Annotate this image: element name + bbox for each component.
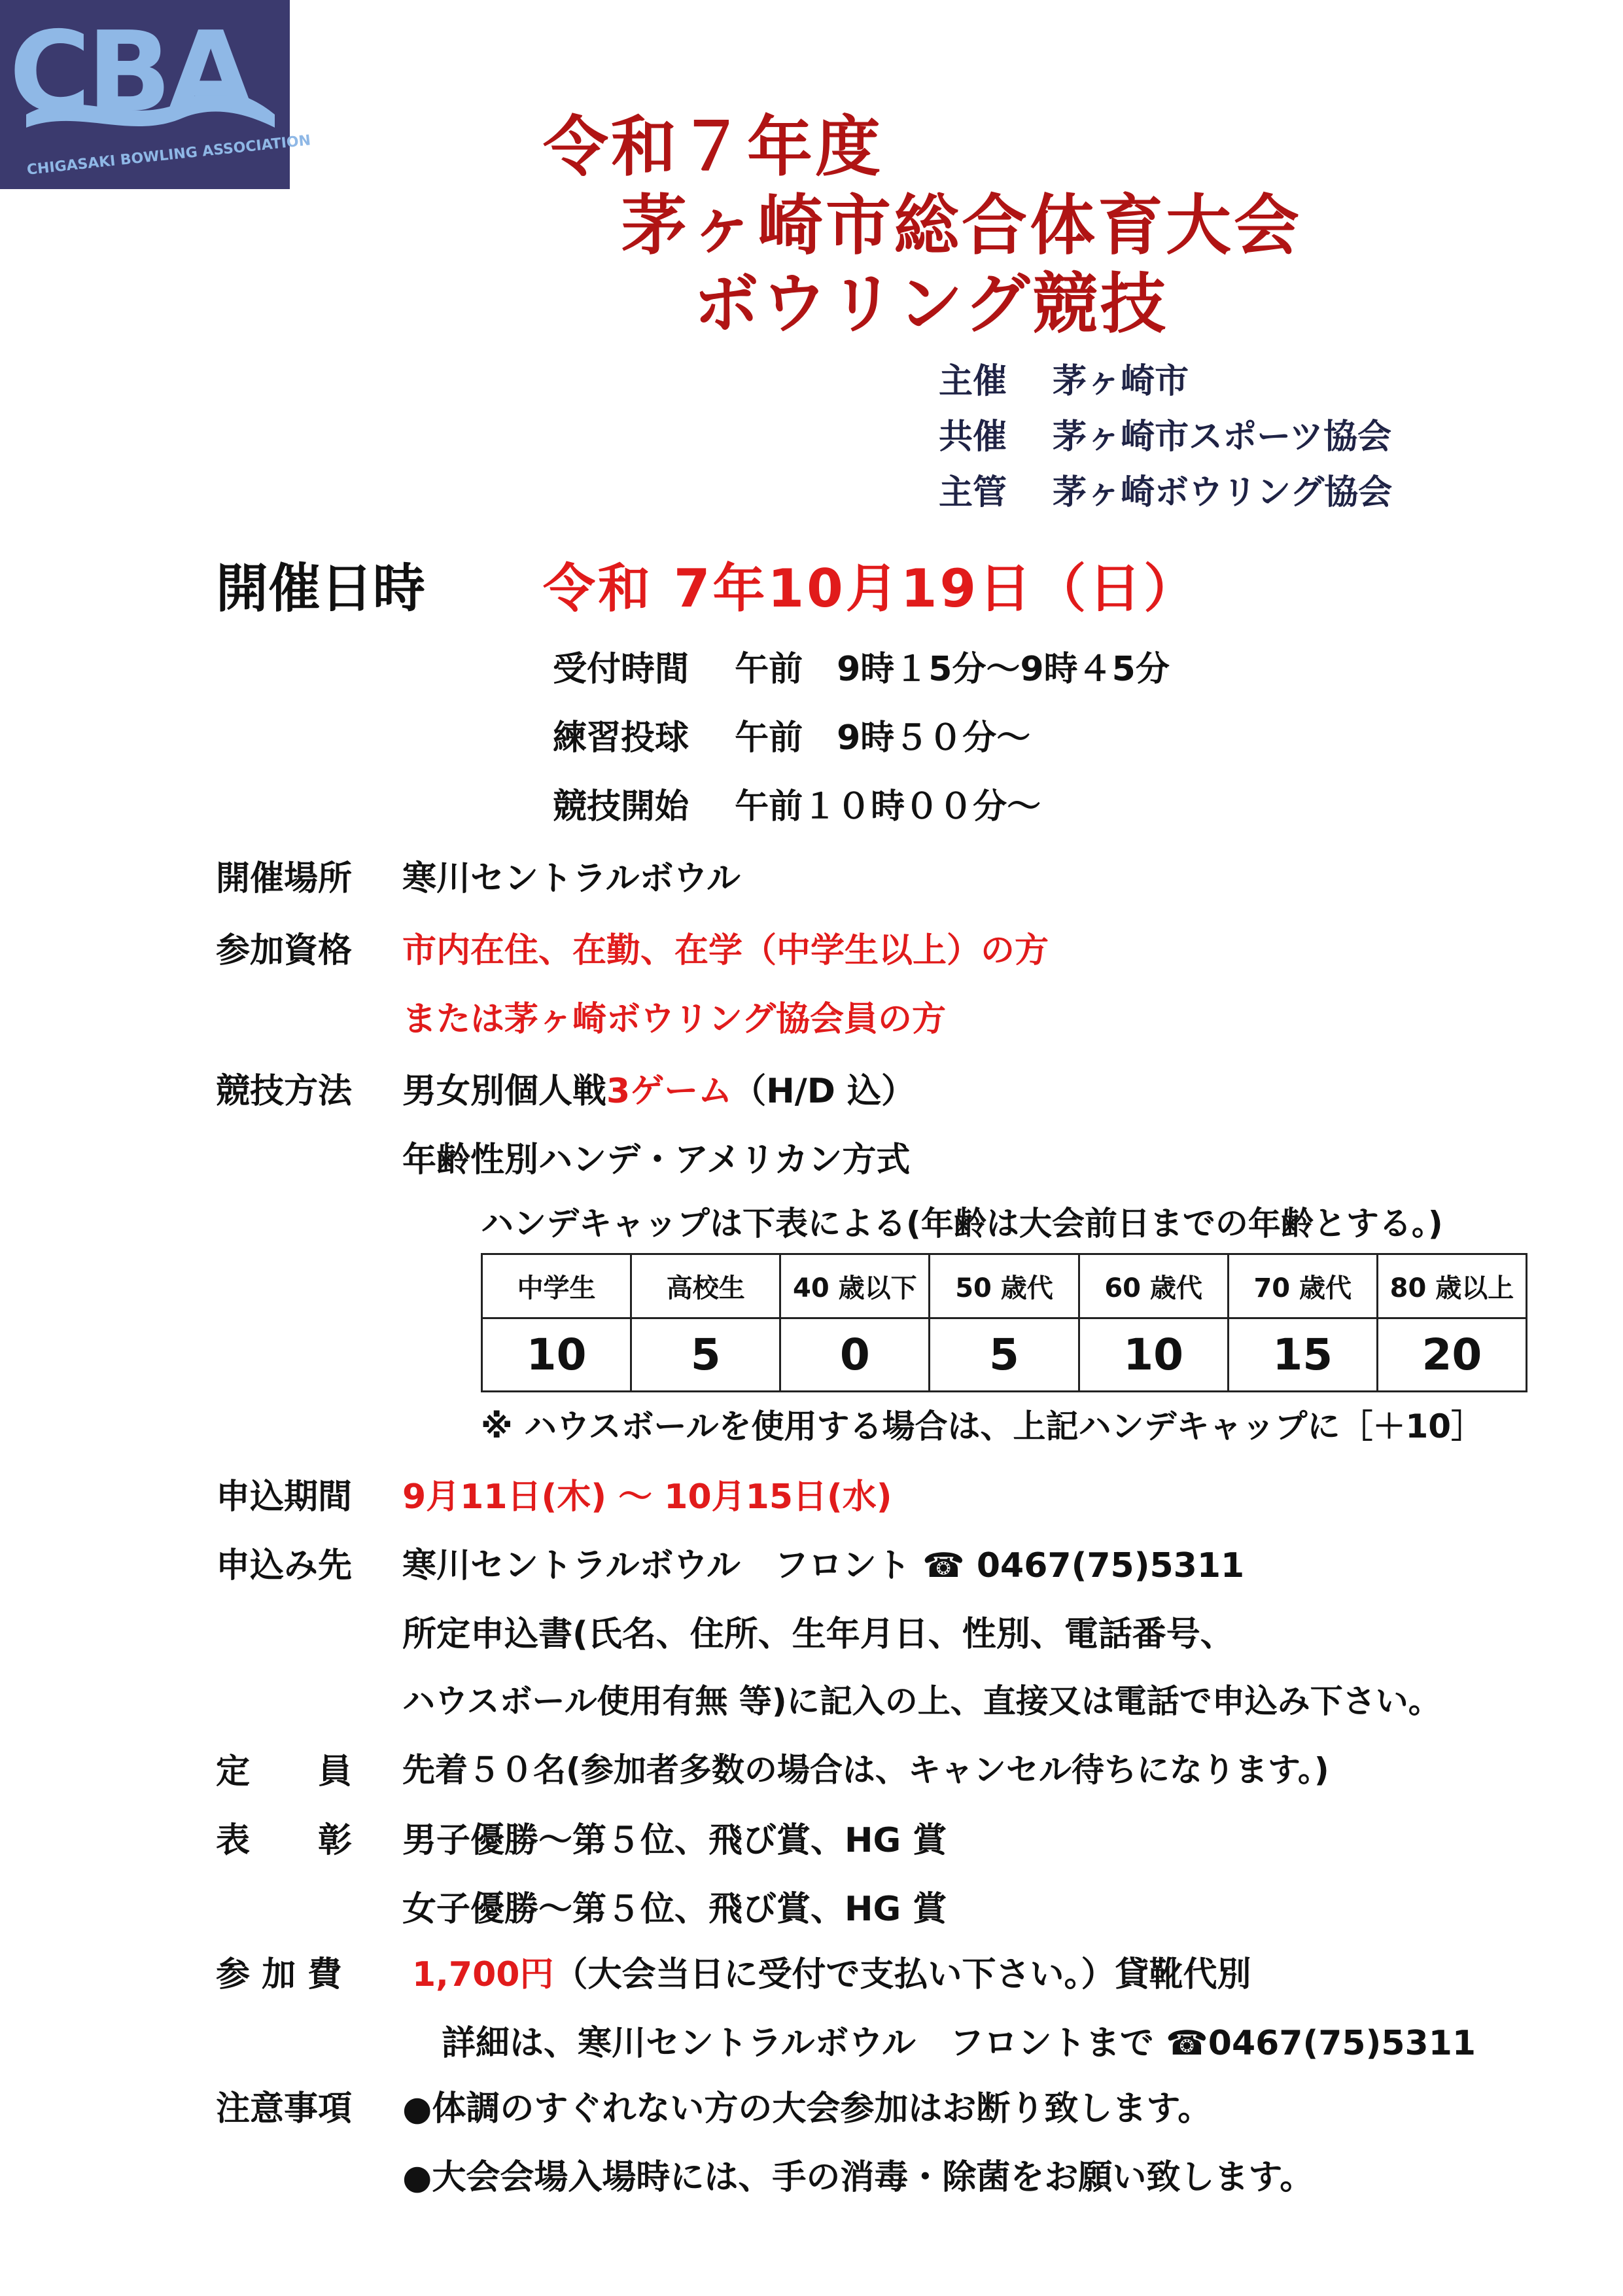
organizer-role: 主催 (939, 362, 1007, 401)
organizer-name: 茅ヶ崎市スポーツ協会 (1053, 417, 1392, 457)
organizer-role: 共催 (939, 417, 1007, 457)
eligibility-line-1: 市内在住、在勤、在学（中学生以上）の方 (402, 931, 1049, 970)
organizer-role: 主管 (939, 473, 1007, 512)
schedule-label: 競技開始 (553, 787, 689, 826)
organizer-name: 茅ヶ崎市 (1053, 362, 1189, 401)
method-label: 競技方法 (216, 1072, 353, 1111)
application-period-value: 9月11日(木) ～ 10月15日(水) (402, 1477, 892, 1517)
method-suffix: （H/D 込） (732, 1072, 915, 1111)
table-cell: 20 (1377, 1318, 1526, 1392)
organizer-manager (939, 465, 1392, 514)
cba-logo (0, 0, 312, 189)
table-header-cell: 60 歳代 (1079, 1254, 1228, 1318)
table-header-cell: 80 歳以上 (1377, 1254, 1526, 1318)
organizer-cohost (939, 409, 1391, 458)
schedule-value: 午前 9時１5分～9時４5分 (735, 650, 1170, 689)
application-period-label: 申込期間 (216, 1477, 353, 1517)
notes-label: 注意事項 (216, 2089, 353, 2128)
table-cell: 10 (1079, 1318, 1228, 1392)
table-header-cell: 50 歳代 (930, 1254, 1079, 1318)
method-games: 3ゲーム (606, 1072, 733, 1111)
table-row (482, 1318, 1527, 1392)
table-cell: 5 (631, 1318, 780, 1392)
schedule-label: 受付時間 (553, 650, 689, 689)
organizer-host (939, 353, 1189, 402)
table-header-cell: 高校生 (631, 1254, 780, 1318)
table-header-cell: 70 歳代 (1228, 1254, 1377, 1318)
schedule-value: 午前 9時５０分～ (735, 718, 1031, 758)
title-line-1: 令和７年度 (543, 109, 883, 185)
method-line-2: 年齢性別ハンデ・アメリカン方式 (402, 1140, 911, 1180)
title-line-3: ボウリング競技 (693, 266, 1168, 342)
handicap-table (481, 1253, 1527, 1392)
fee-amount: 1,700円 (412, 1955, 554, 1994)
eligibility-label: 参加資格 (216, 931, 353, 970)
fee-line-2: 詳細は、寒川セントラルボウル フロントまで ☎0467(75)5311 (442, 2024, 1476, 2063)
table-header-row (482, 1254, 1527, 1318)
schedule-value: 午前１０時００分～ (735, 787, 1041, 826)
schedule-reception (553, 641, 1170, 690)
awards-label: 表 彰 (216, 1821, 353, 1860)
method-line-1 (402, 1063, 915, 1112)
application-to-value: 寒川セントラルボウル フロント ☎ 0467(75)5311 (402, 1546, 1245, 1585)
application-to-line-2: 所定申込書(氏名、住所、生年月日、性別、電話番号、 (402, 1615, 1234, 1654)
schedule-start (553, 779, 1041, 828)
schedule-practice (553, 710, 1030, 759)
capacity-label: 定 員 (216, 1752, 353, 1792)
notes-line-2: ●大会会場入場時には、手の消毒・除菌をお願い致します。 (402, 2158, 1314, 2197)
table-cell: 5 (930, 1318, 1079, 1392)
house-ball-note: ※ ハウスボールを使用する場合は、上記ハンデキャップに［＋10］ (481, 1407, 1484, 1445)
fee-rest: （大会当日に受付で支払い下さい。）貸靴代別 (553, 1955, 1251, 1994)
venue-value: 寒川セントラルボウル (402, 859, 741, 898)
schedule-label: 練習投球 (553, 718, 689, 758)
date-value: 令和 7年10月19日（日） (543, 558, 1199, 619)
logo-letters: CBA (9, 8, 250, 137)
venue-label: 開催場所 (216, 859, 353, 898)
handicap-note: ハンデキャップは下表による(年齢は大会前日までの年齢とする。) (481, 1205, 1443, 1243)
application-to-label: 申込み先 (216, 1546, 353, 1585)
capacity-value: 先着５０名(参加者多数の場合は、キャンセル待ちになります。) (402, 1751, 1329, 1789)
table-cell: 10 (482, 1318, 631, 1392)
fee-line-1 (412, 1947, 1251, 1996)
eligibility-line-2: または茅ヶ崎ボウリング協会員の方 (402, 1000, 946, 1039)
notes-line-1: ●体調のすぐれない方の大会参加はお断り致します。 (402, 2089, 1212, 2128)
application-to-line-3: ハウスボール使用有無 等)に記入の上、直接又は電話で申込み下さい。 (402, 1682, 1441, 1720)
awards-line-1: 男子優勝～第５位、飛び賞、HG 賞 (402, 1821, 947, 1860)
awards-line-2: 女子優勝～第５位、飛び賞、HG 賞 (402, 1890, 947, 1929)
table-header-cell: 中学生 (482, 1254, 631, 1318)
table-cell: 15 (1228, 1318, 1377, 1392)
method-prefix: 男女別個人戦 (402, 1072, 607, 1111)
fee-label: 参 加 費 (216, 1955, 342, 1994)
table-cell: 0 (780, 1318, 930, 1392)
title-line-2: 茅ヶ崎市総合体育大会 (621, 187, 1302, 264)
date-label: 開催日時 (216, 558, 425, 619)
logo-subtitle: CHIGASAKI BOWLING ASSOCIATION (26, 132, 312, 179)
organizer-name: 茅ヶ崎ボウリング協会 (1053, 473, 1393, 512)
table-header-cell: 40 歳以下 (780, 1254, 930, 1318)
